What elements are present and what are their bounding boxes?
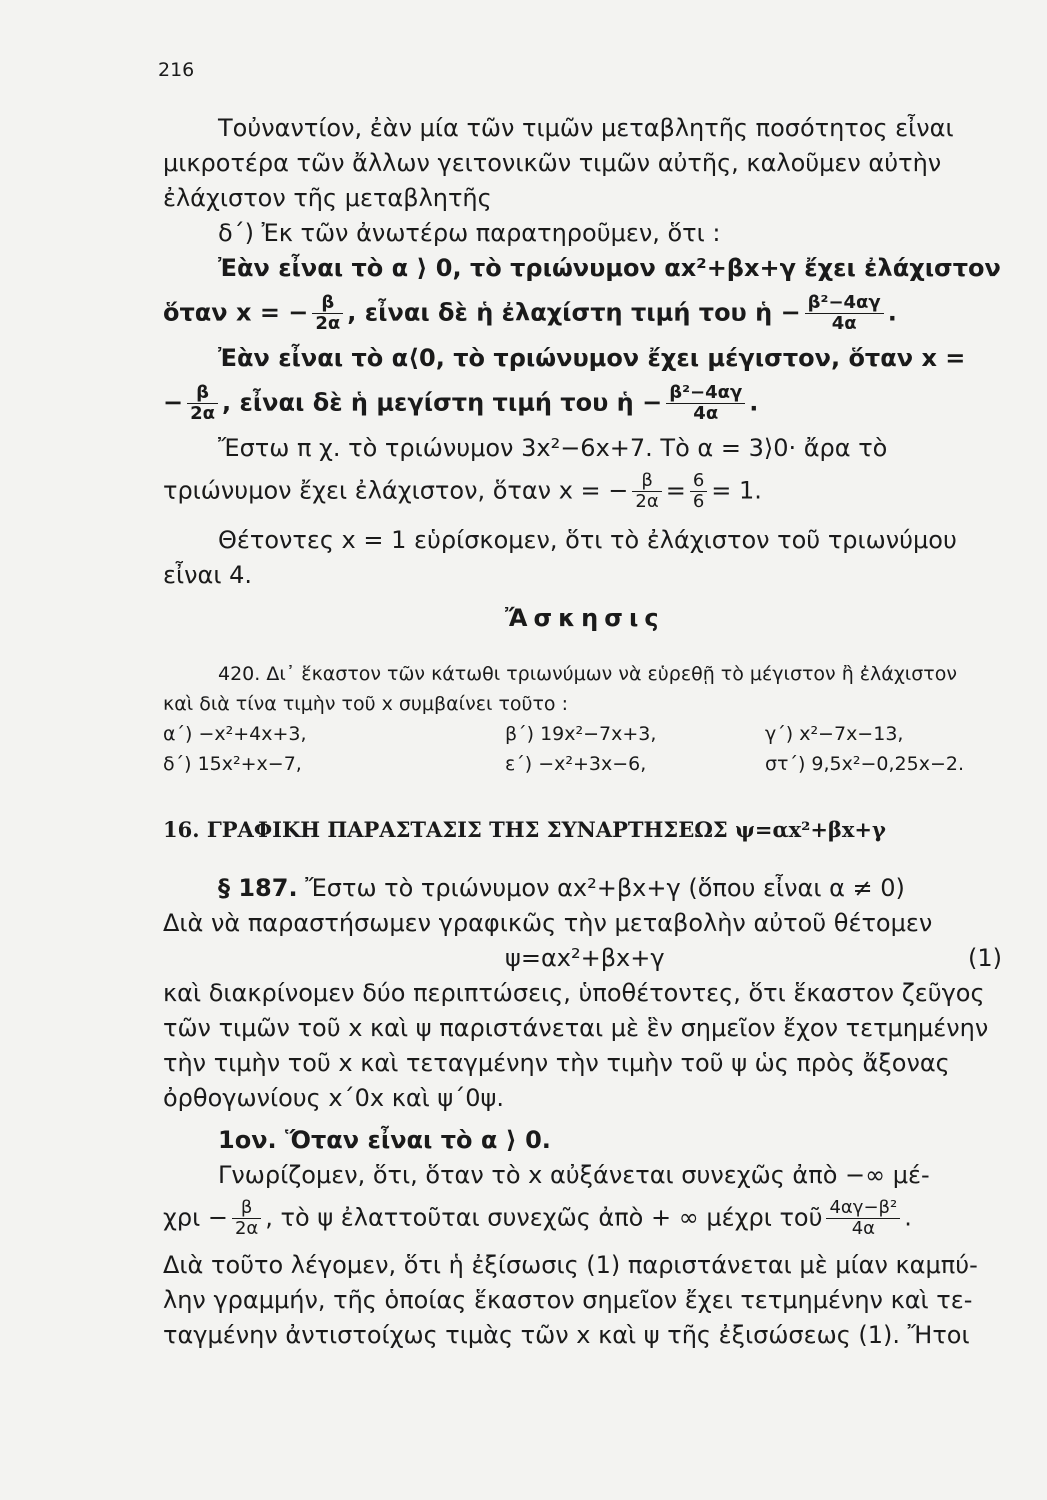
example-line: εἶναι 4. [163,561,252,589]
case1-line: λην γραμμήν, τῆς ὁποίας ἕκαστον σημεῖον ἔχει τετμημένην καὶ τε- [163,1286,973,1314]
exercise-intro: 420. Δι᾽ ἕκαστον τῶν κάτωθι τριωνύμων νὰ εὑρεθῇ τὸ μέγιστον ἢ ἐλάχιστον [218,663,957,685]
page-number: 216 [158,59,195,81]
case1-heading: 1ον. Ὅταν εἶναι τὸ α ⟩ 0. [218,1126,551,1154]
s187-line: τῶν τιμῶν τοῦ x καὶ ψ παριστάνεται μὲ ἓν σημεῖον ἔχον τετμημένην [163,1014,989,1042]
s187-line: § 187. Ἔστω τὸ τριώνυμον αx²+βx+γ (ὅπου εἶναι α ≠ 0) [218,874,905,902]
case1-line: Γνωρίζομεν, ὅτι, ὅταν τὸ x αὐξάνεται συνεχῶς ἀπὸ −∞ μέ- [218,1161,930,1189]
rule-max-line-2: − $\frac{\beta}{2\alpha}$ , εἶναι δὲ ἡ μεγίστη τιμή του ἡ − $\frac{\text{β²−4αγ}}{4\alpha}$ . [163,382,759,424]
exercise-intro: καὶ διὰ τίνα τιμὴν τοῦ x συμβαίνει τοῦτο : [163,693,569,715]
case1-line: Διὰ τοῦτο λέγομεν, ὅτι ἡ ἐξίσωσις (1) παριστάνεται μὲ μίαν καμπύ- [163,1251,978,1279]
exercise-item: δ΄) 15x²+x−7, [163,753,302,775]
example-line-2: τριώνυμον ἔχει ἐλάχιστον, ὅταν x = − $\frac{\beta}{2\alpha}$ = $\frac{6}{6}$ = 1. [163,470,762,512]
equation: ψ=αx²+βx+γ [505,944,665,972]
section-heading: 16. ΓΡΑΦΙΚΗ ΠΑΡΑΣΤΑΣΙΣ ΤΗΣ ΣΥΝΑΡΤΗΣΕΩΣ ψ=αx²+βx+γ [163,817,886,842]
s187-line: ὀρθογωνίους x΄0x καὶ ψ΄0ψ. [163,1084,504,1112]
show-through-text [560,190,566,216]
rule-min-line: Ἐὰν εἶναι τὸ α ⟩ 0, τὸ τριώνυμον αx²+βx+γ ἔχει ἐλάχιστον [218,254,1001,282]
s187-line: καὶ διακρίνομεν δύο περιπτώσεις, ὑποθέτοντες, ὅτι ἕκαστον ζεῦγος [163,979,985,1007]
section-number: § 187. [218,874,298,902]
paragraph-line: ἐλάχιστον τῆς μεταβλητῆς [163,184,492,212]
paragraph-line: μικροτέρα τῶν ἄλλων γειτονικῶν τιμῶν αὐτῆς, καλοῦμεν αὐτὴν [163,149,942,177]
rule-max-line: Ἐὰν εἶναι τὸ α⟨0, τὸ τριώνυμον ἔχει μέγιστον, ὅταν x = [218,344,966,372]
exercise-item: γ΄) x²−7x−13, [765,723,904,745]
case1-line: ταγμένην ἀντιστοίχως τιμὰς τῶν x καὶ ψ τῆς ἐξισώσεως (1). Ἤτοι [163,1321,970,1349]
exercise-item: α΄) −x²+4x+3, [163,723,307,745]
equation-number: (1) [968,944,1002,972]
rule-min-line-2: ὅταν x = − $\frac{\beta}{2\alpha}$ , εἶναι δὲ ἡ ἐλαχίστη τιμή του ἡ − $\frac{\text{β²−4αγ}}{4\alpha}$ . [163,292,897,334]
case1-line-2: χρι − $\frac{\beta}{2\alpha}$ , τὸ ψ ἐλαττοῦται συνεχῶς ἀπὸ + ∞ μέχρι τοῦ $\frac{\text{4αγ−β²}}{4\alpha}$ . [163,1197,912,1239]
s187-line: τὴν τιμὴν τοῦ x καὶ τεταγμένην τὴν τιμὴν τοῦ ψ ὡς πρὸς ἄξονας [163,1049,950,1077]
exercise-item: στ΄) 9,5x²−0,25x−2. [765,753,965,775]
paragraph-line: δ΄) Ἐκ τῶν ἀνωτέρω παρατηροῦμεν, ὅτι : [218,219,721,247]
paragraph-line: Τοὐναντίον, ἐὰν μία τῶν τιμῶν μεταβλητῆς ποσότητος εἶναι [218,114,954,142]
example-line: Θέτοντες x = 1 εὑρίσκομεν, ὅτι τὸ ἐλάχιστον τοῦ τριωνύμου [218,526,957,554]
s187-line: Διὰ νὰ παραστήσωμεν γραφικῶς τὴν μεταβολὴν αὐτοῦ θέτομεν [163,909,933,937]
exercise-item: β΄) 19x²−7x+3, [505,723,657,745]
exercises-title: Ἄσκησις [505,604,665,632]
example-line: Ἔστω π χ. τὸ τριώνυμον 3x²−6x+7. Τὸ α = 3⟩0· ἄρα τὸ [218,434,888,462]
exercise-item: ε΄) −x²+3x−6, [505,753,647,775]
